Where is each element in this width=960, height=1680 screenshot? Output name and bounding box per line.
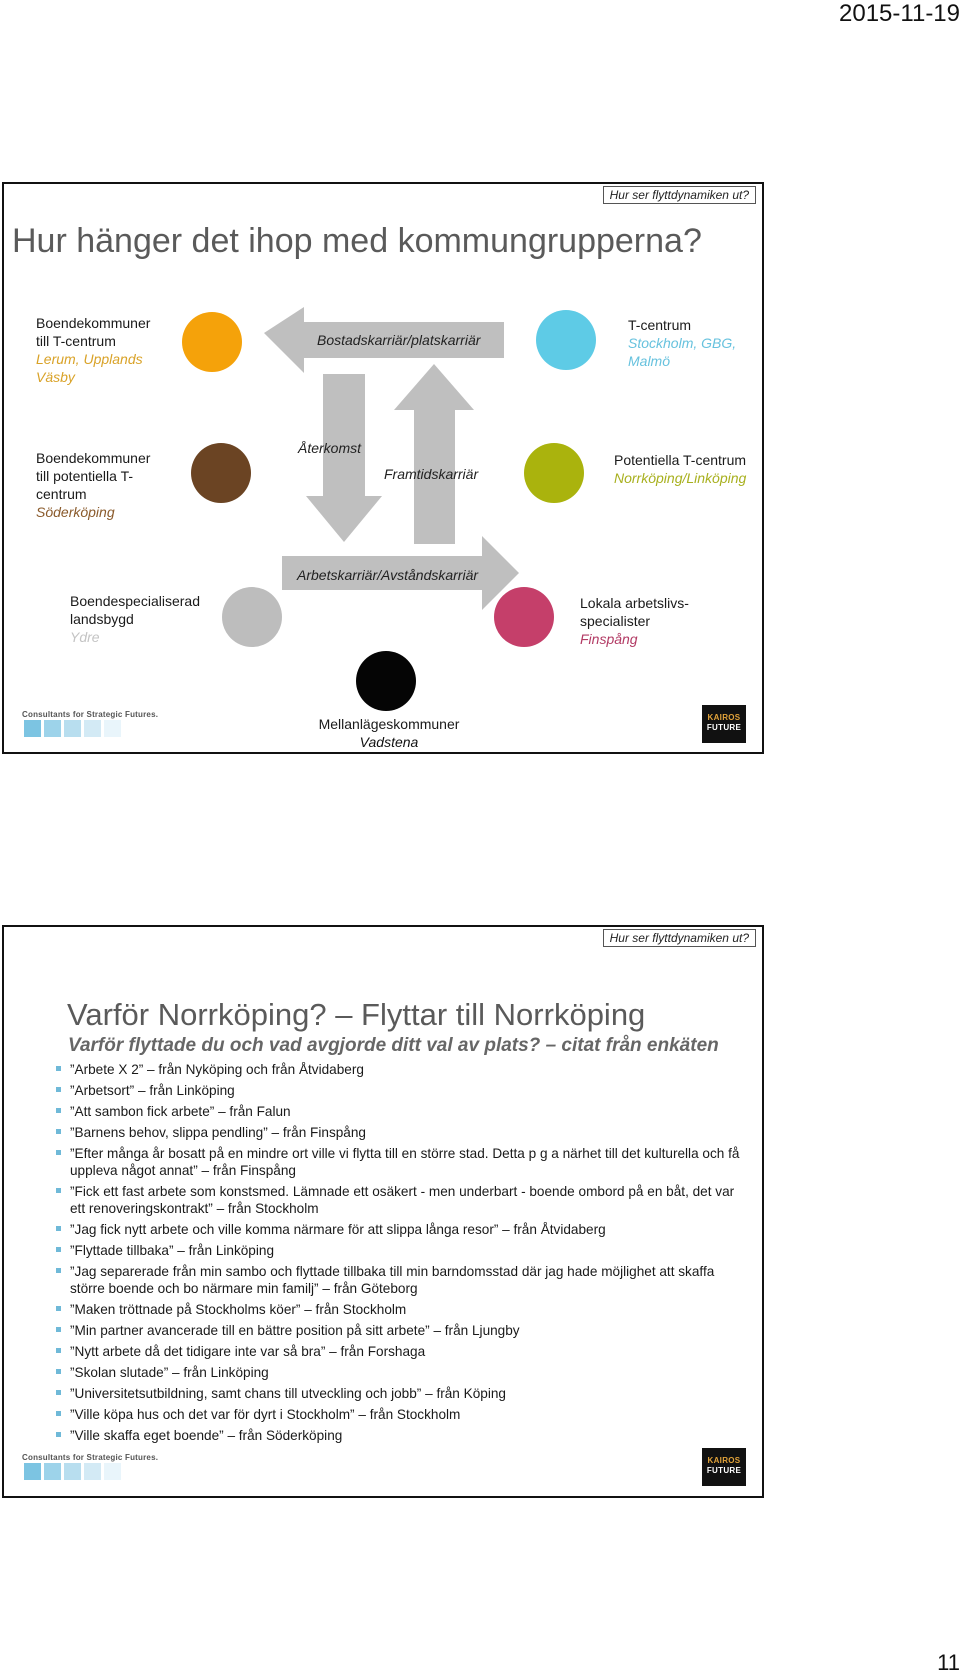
quote-text: ”Barnens behov, slippa pendling” – från Finspång [70,1125,366,1140]
list-item [52,1301,752,1318]
slide-varfor-norrkoping [2,925,764,1498]
quote-text: ”Ville skaffa eget boende” – från Söderköping [70,1428,343,1443]
group-example: Finspång [580,631,638,647]
footer-square [104,720,121,737]
circle-landsbygd [222,587,282,647]
bullet-icon [56,1066,61,1071]
group-example: Ydre [70,629,100,645]
group-example: Norrköping/Linköping [614,470,747,486]
circle-boende-t-centrum [182,312,242,372]
group-name: Boendekommuner till potentiella T-centrum [36,450,151,502]
group-name: Boendekommuner till T-centrum [36,315,151,349]
bullet-icon [56,1411,61,1416]
footer-square [84,1463,101,1480]
slide-subtitle: Varför flyttade du och vad avgjorde ditt val av plats? – citat från enkäten [68,1035,719,1056]
label-potentiella-t-centrum [614,451,759,487]
group-name: T-centrum [628,317,692,333]
label-lokala-specialister [580,594,705,648]
footer-square [64,1463,81,1480]
list-item [52,1364,752,1381]
list-item [52,1183,752,1217]
circle-lokala-specialister [494,587,554,647]
bullet-icon [56,1432,61,1437]
quote-text: ”Universitetsutbildning, samt chans till utveckling och jobb” – från Köping [70,1386,506,1401]
bullet-icon [56,1150,61,1155]
footer-squares [24,1463,121,1480]
list-item [52,1145,752,1179]
label-boende-t-centrum [36,314,166,386]
quote-text: ”Flyttade tillbaka” – från Linköping [70,1243,275,1258]
list-item [52,1406,752,1423]
label-boende-potentiella [36,449,166,521]
flow-label-return: Återkomst [298,440,362,456]
footer-square [24,1463,41,1480]
logo-text-top: KAIROS [707,713,741,722]
page-number: 11 [937,1650,960,1675]
logo-text-bottom: FUTURE [706,1466,742,1475]
list-item [52,1124,752,1141]
label-mellanlage [304,715,474,751]
list-item [52,1242,752,1259]
slide-title: Varför Norrköping? – Flyttar till Norrköping [67,997,646,1032]
group-name: Lokala arbetslivs-specialister [580,595,689,629]
footer-square [44,1463,61,1480]
bullet-icon [56,1390,61,1395]
group-example: Söderköping [36,504,115,520]
flow-label-work: Arbetskarriär/Avståndskarriär [297,567,479,583]
group-example: Lerum, Upplands Väsby [36,351,143,385]
group-example: Vadstena [359,734,419,750]
label-t-centrum [628,316,738,370]
list-item [52,1427,752,1444]
bullet-icon [56,1369,61,1374]
section-tag: Hur ser flyttdynamiken ut? [603,929,756,947]
quote-text: ”Arbete X 2” – från Nyköping och från Åtvidaberg [70,1062,364,1077]
list-item [52,1385,752,1402]
quote-text: ”Jag separerade från min sambo och flyttade tillbaka till min barndomsstad där jag hade möjlighet att skaffa större boende och bo närmare min familj” – från Göteborg [70,1264,715,1296]
bullet-icon [56,1188,61,1193]
list-item [52,1322,752,1339]
list-item [52,1061,752,1078]
quote-text: ”Fick ett fast arbete som konstsmed. Lämnade ett osäkert - men underbart - boende ombord på en båt, det var ett renoveringskontrakt” – från Stockholm [70,1184,735,1216]
footer-square [104,1463,121,1480]
list-item [52,1343,752,1360]
quote-text: ”Jag fick nytt arbete och ville komma närmare för att slippa långa resor” – från Åtvidaberg [70,1222,606,1237]
circle-mellanlage [356,651,416,711]
flow-label-housing: Bostadskarriär/platskarriär [317,332,481,348]
quote-text: ”Efter många år bosatt på en mindre ort ville vi flytta till en större stad. Detta p g a närhet till det kulturella och få uppleva något annat” – från Finspång [70,1146,740,1178]
quote-text: ”Nytt arbete då det tidigare inte var så bra” – från Forshaga [70,1344,426,1359]
label-landsbygd [70,592,220,646]
flow-label-future: Framtidskarriär [384,466,479,482]
footer-tagline: Consultants for Strategic Futures. [22,1453,159,1462]
bullet-icon [56,1129,61,1134]
list-item [52,1221,752,1238]
list-item [52,1263,752,1297]
circle-t-centrum [536,310,596,370]
footer-square [24,720,41,737]
group-name: Mellanlägeskommuner [318,716,460,732]
kairos-logo [702,1448,746,1486]
quote-list [52,1061,752,1448]
bullet-icon [56,1348,61,1353]
return-arrow [306,374,382,542]
bullet-icon [56,1247,61,1252]
bullet-icon [56,1327,61,1332]
footer-tagline: Consultants for Strategic Futures. [22,710,159,719]
footer-squares [24,720,121,737]
circle-boende-potentiella [191,443,251,503]
group-name: Boendespecialiserad landsbygd [70,593,200,627]
page-date: 2015-11-19 [839,0,960,27]
quote-text: ”Ville köpa hus och det var för dyrt i Stockholm” – från Stockholm [70,1407,461,1422]
bullet-icon [56,1226,61,1231]
kairos-logo [702,705,746,743]
section-tag: Hur ser flyttdynamiken ut? [603,186,756,204]
bullet-icon [56,1268,61,1273]
bullet-icon [56,1108,61,1113]
footer-square [84,720,101,737]
circle-potentiella-t-centrum [524,443,584,503]
list-item [52,1082,752,1099]
logo-text-bottom: FUTURE [706,723,742,732]
quote-text: ”Skolan slutade” – från Linköping [70,1365,269,1380]
bullet-icon [56,1087,61,1092]
logo-text-top: KAIROS [707,1456,741,1465]
footer-square [64,720,81,737]
bullet-icon [56,1306,61,1311]
quote-text: ”Att sambon fick arbete” – från Falun [70,1104,291,1119]
group-example: Stockholm, GBG, Malmö [628,335,737,369]
footer-square [44,720,61,737]
quote-text: ”Maken tröttnade på Stockholms köer” – från Stockholm [70,1302,407,1317]
list-item [52,1103,752,1120]
slide-kommungrupper [2,182,764,754]
quote-text: ”Arbetsort” – från Linköping [70,1083,235,1098]
quote-text: ”Min partner avancerade till en bättre position på sitt arbete” – från Ljungby [70,1323,520,1338]
future-career-arrow [394,364,474,544]
group-name: Potentiella T-centrum [614,452,747,468]
slide-title: Hur hänger det ihop med kommungrupperna? [12,222,702,260]
